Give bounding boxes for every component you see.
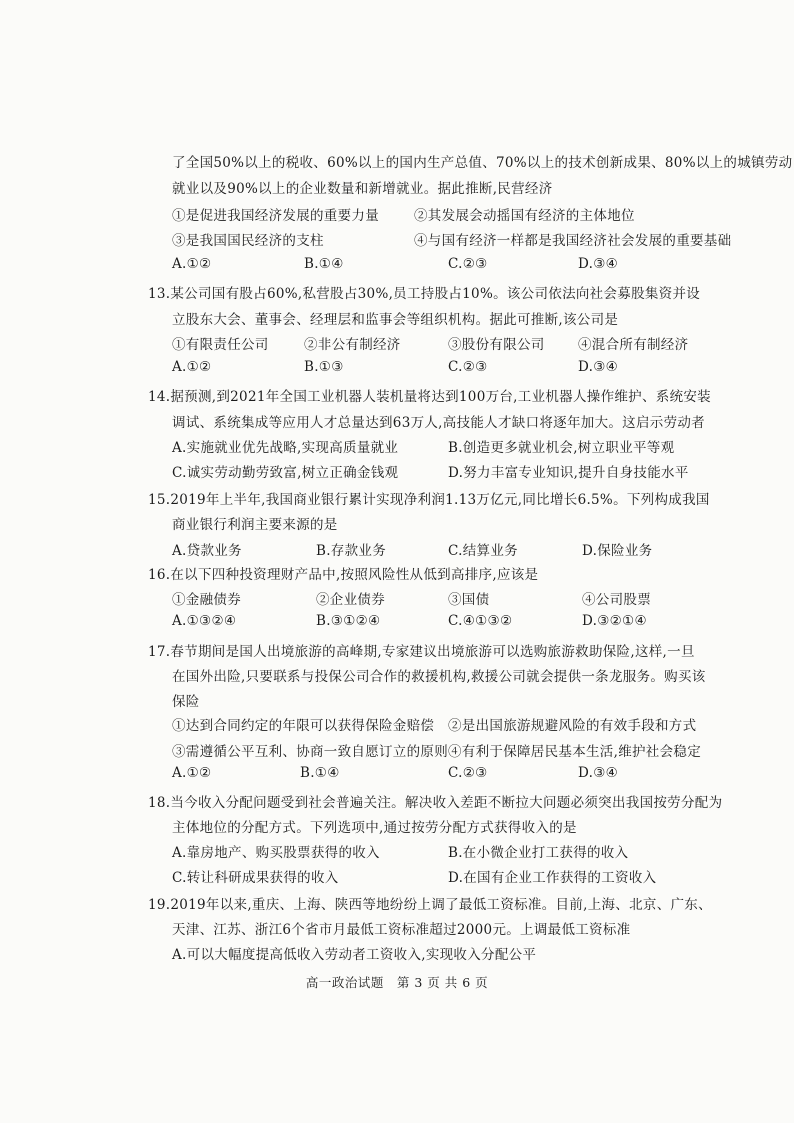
q17-option-b: B.①④: [300, 765, 340, 781]
q19-stem-line-2: 天津、江苏、浙江6个省市月最低工资标准超过2000元。上调最低工资标准: [172, 922, 631, 938]
q17-statement-1: ①达到合同约定的年限可以获得保险金赔偿: [172, 718, 435, 734]
q16-option-c: C.④①③②: [448, 613, 513, 629]
q14-stem-line-2: 调试、系统集成等应用人才总量达到63万人,高技能人才缺口将逐年加大。这启示劳动者: [172, 415, 705, 431]
q17-stem-line-2: 在国外出险,只要联系与投保公司合作的救援机构,救援公司就会提供一条龙服务。购买该: [172, 669, 706, 685]
q14-option-b: B.创造更多就业机会,树立职业平等观: [448, 440, 675, 456]
q18-option-c: C.转让科研成果获得的收入: [172, 870, 339, 886]
q14-option-a: A.实施就业优先战略,实现高质量就业: [172, 440, 399, 456]
q16-option-a: A.①③②④: [172, 613, 237, 629]
q18-option-b: B.在小微企业打工获得的收入: [448, 845, 629, 861]
q12-statement-3: ③是我国国民经济的支柱: [172, 233, 324, 249]
q12-option-d: D.③④: [578, 256, 619, 272]
q18-stem-line-1: 18.当今收入分配问题受到社会普遍关注。解决收入差距不断拉大问题必须突出我国按劳分配为: [148, 795, 723, 811]
q15-option-d: D.保险业务: [582, 543, 653, 559]
q13-statement-1: ①有限责任公司: [172, 337, 269, 353]
q13-statement-2: ②非公有制经济: [304, 337, 401, 353]
q16-statement-2: ②企业债券: [316, 592, 385, 608]
q12-statement-2: ②其发展会动摇国有经济的主体地位: [414, 208, 635, 224]
q12-option-a: A.①②: [172, 256, 212, 272]
q16-option-d: D.③②①④: [582, 613, 647, 629]
q12-option-c: C.②③: [448, 256, 488, 272]
q13-stem-line-1: 13.某公司国有股占60%,私营股占30%,员工持股占10%。该公司依法向社会募股集资并设: [148, 286, 701, 302]
q15-stem-line-1: 15.2019年上半年,我国商业银行累计实现净利润1.13万亿元,同比增长6.5%。下列构成我国: [148, 492, 710, 508]
q17-statement-3: ③需遵循公平互利、协商一致自愿订立的原则: [172, 744, 448, 760]
q18-option-a: A.靠房地产、购买股票获得的收入: [172, 845, 380, 861]
page-footer: 高一政治试题 第 3 页 共 6 页: [305, 975, 489, 990]
q18-option-d: D.在国有企业工作获得的工资收入: [448, 870, 657, 886]
q17-stem-line-3: 保险: [172, 694, 200, 710]
q19-stem-line-1: 19.2019年以来,重庆、上海、陕西等地纷纷上调了最低工资标准。目前,上海、北京、广东、: [148, 897, 712, 913]
q16-statement-4: ④公司股票: [582, 592, 651, 608]
q13-statement-4: ④混合所有制经济: [578, 337, 689, 353]
q14-option-d: D.努力丰富专业知识,提升自身技能水平: [448, 465, 689, 481]
q14-stem-line-1: 14.据预测,到2021年全国工业机器人装机量将达到100万台,工业机器人操作维护、系统安装: [148, 389, 711, 405]
q14-option-c: C.诚实劳动勤劳致富,树立正确金钱观: [172, 465, 399, 481]
q17-stem-line-1: 17.春节期间是国人出境旅游的高峰期,专家建议出境旅游可以选购旅游救助保险,这样,一旦: [148, 644, 695, 660]
q15-stem-line-2: 商业银行利润主要来源的是: [172, 517, 338, 533]
q13-option-a: A.①②: [172, 359, 212, 375]
q12-statement-1: ①是促进我国经济发展的重要力量: [172, 208, 379, 224]
q15-option-c: C.结算业务: [448, 543, 518, 559]
q12-stem-line-1: 了全国50%以上的税收、60%以上的国内生产总值、70%以上的技术创新成果、80%以上的城镇劳动: [172, 155, 793, 171]
q13-option-c: C.②③: [448, 359, 488, 375]
q13-option-b: B.①③: [304, 359, 344, 375]
q12-stem-line-2: 就业以及90%以上的企业数量和新增就业。据此推断,民营经济: [172, 181, 553, 197]
q17-option-a: A.①②: [172, 765, 212, 781]
q17-statement-2: ②是出国旅游规避风险的有效手段和方式: [448, 718, 697, 734]
q13-option-d: D.③④: [578, 359, 619, 375]
q17-option-d: D.③④: [578, 765, 619, 781]
q12-option-b: B.①④: [304, 256, 344, 272]
q16-stem-line-1: 16.在以下四种投资理财产品中,按照风险性从低到高排序,应该是: [148, 567, 539, 583]
q19-option-a: A.可以大幅度提高低收入劳动者工资收入,实现收入分配公平: [172, 947, 537, 963]
q15-option-a: A.贷款业务: [172, 543, 242, 559]
q16-option-b: B.③①②④: [316, 613, 381, 629]
q18-stem-line-2: 主体地位的分配方式。下列选项中,通过按劳分配方式获得收入的是: [172, 820, 577, 836]
q17-option-c: C.②③: [448, 765, 488, 781]
q16-statement-1: ①金融债券: [172, 592, 241, 608]
q13-stem-line-2: 立股东大会、董事会、经理层和监事会等组织机构。据此可推断,该公司是: [172, 312, 619, 328]
q13-statement-3: ③股份有限公司: [448, 337, 545, 353]
q12-statement-4: ④与国有经济一样都是我国经济社会发展的重要基础: [414, 233, 732, 249]
q15-option-b: B.存款业务: [316, 543, 387, 559]
q16-statement-3: ③国债: [448, 592, 490, 608]
q17-statement-4: ④有利于保障居民基本生活,维护社会稳定: [448, 744, 701, 760]
